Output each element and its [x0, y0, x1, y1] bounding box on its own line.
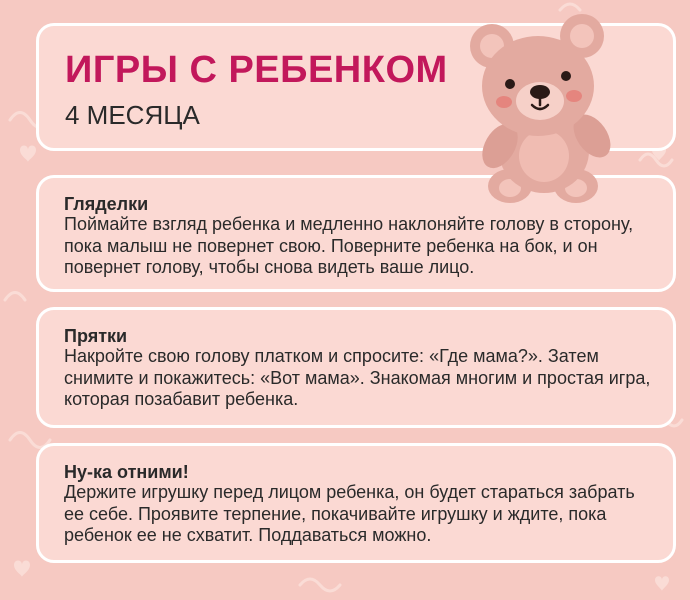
game-title: Ну-ка отними! [64, 462, 189, 482]
game-card-pryatki [36, 307, 676, 428]
page-title: ИГРЫ С РЕБЕНКОМ [65, 49, 448, 91]
game-card-nu-ka-otnimi [36, 443, 676, 563]
game-description: Накройте свою голову платком и спросите: «Где мама?». Затем снимите и покажитесь: «Вот мама». Знакомая многим и простая игра, которая позабавит ребенка. [64, 346, 651, 409]
game-description: Поймайте взгляд ребенка и медленно наклоняйте голову в сторону, пока малыш не повернет свою. Поверните ребенка на бок, и он повернет голову, чтобы снова видеть ваше лицо. [64, 214, 634, 277]
game-title: Гляделки [64, 194, 149, 214]
game-description: Держите игрушку перед лицом ребенка, он будет стараться забрать ее себе. Проявите терпение, покачивайте игрушку и ждите, пока ребенок ее не схватит. Поддаваться можно. [64, 482, 635, 545]
page-subtitle: 4 МЕСЯЦА [65, 100, 200, 130]
teddy-bear-icon [458, 6, 618, 206]
game-title: Прятки [64, 326, 128, 346]
